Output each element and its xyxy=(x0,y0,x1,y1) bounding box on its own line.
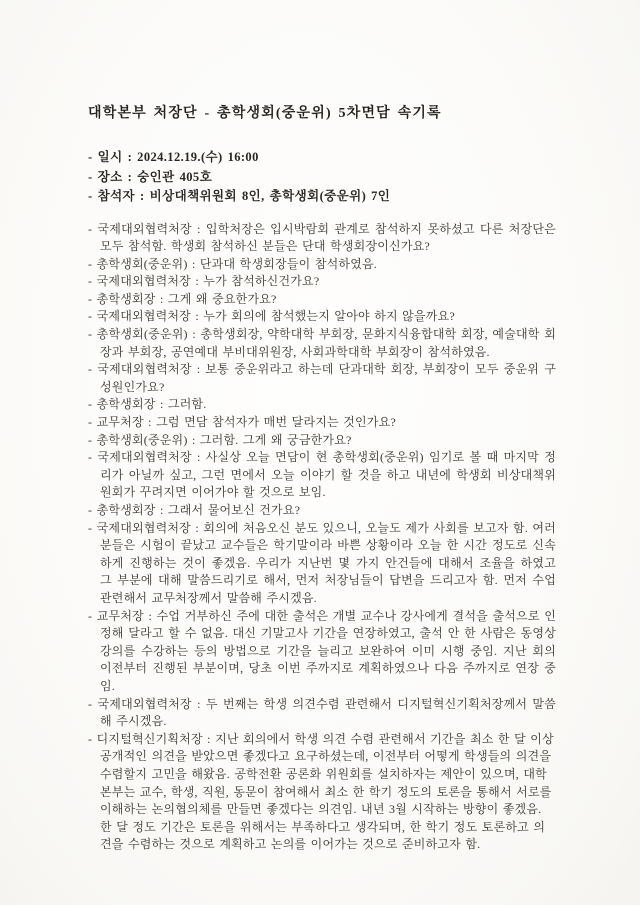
dialogue-text: 지난 회의에서 학생 의견 수렴 관련해서 기간을 최소 한 달 이상 공개적인 의견을 받았으면 좋겠다고 요구하셨는데, 이전부터 어떻게 학생들의 의견을 수렴할지 고민을 해왔음. 공학전환 공론화 위원회를 설치하자는 제안이 있으며, 대학본부는 교수, 학생, 직원, 동문이 참여해서 최소 한 학기 정도의 토론을 통해서 서로를 이해하는 논의협의체를 만들면 좋겠다는 의견임. 내년 3월 시작하는 방향이 좋겠음. 한 달 정도 기간은 토론을 위해서는 부족하다고 생각되며, 한 학기 정도 토론하고 의견을 수렴하는 것으로 계획하고 논의를 이어가는 것으로 준비하고자 함. xyxy=(100,731,554,852)
dialogue-bullet: - xyxy=(88,608,97,623)
dialogue-text: 총학생회장, 약학대학 부회장, 문화지식융합대학 회장, 예술대학 회장과 부회장, 공연예대 부비대위원장, 사회과학대학 부회장이 참석하였음. xyxy=(100,327,556,359)
dialogue-speaker: 국제대외협력처장 xyxy=(97,221,192,236)
dialogue-bullet: - xyxy=(88,432,97,447)
meta-bullet: - xyxy=(88,169,98,184)
dialogue-entry xyxy=(88,502,556,520)
dialogue-text: 두 번째는 학생 의견수렴 관련해서 디지털혁신기획처장께서 말씀해 주시겠음. xyxy=(100,696,556,729)
meta-separator: : xyxy=(135,189,150,203)
dialogue-bullet: - xyxy=(88,256,97,271)
dialogue-bullet: - xyxy=(88,221,98,236)
meta-bullet: - xyxy=(88,189,98,203)
dialogue-entry xyxy=(88,221,556,256)
dialogue-entry xyxy=(88,308,556,326)
meta-value: 숭인관 405호 xyxy=(137,169,213,184)
dialogue-bullet: - xyxy=(88,327,97,342)
meta-value: 비상대책위원회 8인, 총학생회(중운위) 7인 xyxy=(149,189,391,203)
meta-bullet: - xyxy=(88,150,98,164)
dialogue-speaker: 총학생회장 xyxy=(96,291,156,306)
dialogue-speaker: 국제대외협력처장 xyxy=(97,696,192,711)
dialogue-speaker: 교무처장 xyxy=(96,415,144,430)
dialogue-speaker: 총학생회(중운위) xyxy=(96,432,188,447)
dialogue-bullet: - xyxy=(88,503,97,517)
dialogue-speaker: 총학생회장 xyxy=(96,397,156,412)
dialogue-text: 누가 회의에 참석했는지 알아야 하지 않을까요? xyxy=(203,309,455,324)
dialogue-separator: : xyxy=(143,608,157,623)
dialogue-separator: : xyxy=(190,309,204,324)
meta-label: 참석자 xyxy=(97,189,136,203)
dialogue-bullet: - xyxy=(88,415,97,430)
dialogue-entry xyxy=(88,396,556,414)
dialogue-separator: : xyxy=(155,291,168,306)
dialogue-speaker: 국제대외협력처장 xyxy=(97,450,192,465)
dialogue-separator: : xyxy=(190,520,204,535)
dialogue-bullet: - xyxy=(88,362,98,377)
meta-label: 일시 xyxy=(97,150,123,164)
dialogue-separator: : xyxy=(143,415,157,430)
dialogue-bullet: - xyxy=(88,291,97,306)
dialogue-bullet: - xyxy=(88,731,97,746)
dialogue-text: 보통 중운위라고 하는데 단과대학 회장, 부회장이 모두 중운위 구성원인가요? xyxy=(100,362,556,394)
dialogue-separator: : xyxy=(187,256,200,271)
dialogue-speaker: 국제대외협력처장 xyxy=(96,274,191,289)
dialogue-separator: : xyxy=(187,432,200,447)
meta-list xyxy=(88,148,556,207)
dialogue-entry xyxy=(88,696,556,731)
dialogue-separator: : xyxy=(191,362,206,377)
dialogue-bullet: - xyxy=(88,274,97,289)
dialogue-text: 그러함. 그게 왜 궁금한가요? xyxy=(199,432,352,447)
dialogue-list xyxy=(88,221,556,854)
dialogue-speaker: 교무처장 xyxy=(96,608,144,623)
dialogue-bullet: - xyxy=(88,309,97,324)
dialogue-entry xyxy=(88,273,556,291)
meta-item xyxy=(88,187,556,207)
document-title: 대학본부 처장단 - 총학생회(중운위) 5차면담 속기록 xyxy=(88,106,442,121)
dialogue-entry xyxy=(88,361,556,396)
meta-item xyxy=(88,148,556,168)
dialogue-entry xyxy=(88,256,556,274)
dialogue-separator: : xyxy=(191,696,206,711)
dialogue-text: 누가 참석하신건가요? xyxy=(203,274,320,289)
dialogue-text: 그럼 면담 참석자가 매번 달라지는 것인가요? xyxy=(156,415,396,430)
dialogue-bullet: - xyxy=(88,397,97,412)
dialogue-entry xyxy=(88,326,556,361)
dialogue-separator: : xyxy=(190,274,204,289)
dialogue-entry xyxy=(88,291,556,309)
dialogue-text: 그래서 물어보신 건가요? xyxy=(167,503,301,517)
dialogue-speaker: 디지털혁신기획처장 xyxy=(96,731,203,746)
dialogue-entry xyxy=(88,414,556,432)
dialogue-speaker: 국제대외협력처장 xyxy=(96,520,191,535)
dialogue-text: 수업 거부하신 주에 대한 출석은 개별 교수나 강사에게 결석을 출석으로 인정해 달라고 할 수 없음. 대신 기말고사 기간을 연장하였고, 출석 안 한 사람은 동영상 강의를 수강하는 등의 방법으로 기간을 늘리고 보완하여 이미 시행 중임. 지난 회의 이전부터 진행된 부분이며, 당초 이번 주까지로 계획하였으나 다음 주까지로 연장 중임. xyxy=(100,608,556,693)
dialogue-speaker: 총학생회(중운위) xyxy=(96,327,188,342)
dialogue-entry xyxy=(88,432,556,450)
dialogue-entry xyxy=(88,449,556,502)
dialogue-text: 단과대 학생회장들이 참석하였음. xyxy=(199,256,377,271)
dialogue-separator: : xyxy=(155,397,168,412)
dialogue-separator: : xyxy=(187,327,201,342)
meta-label: 장소 xyxy=(97,169,123,184)
meta-value: 2024.12.19.(수) 16:00 xyxy=(137,150,259,164)
dialogue-bullet: - xyxy=(88,520,97,535)
meta-item xyxy=(88,168,556,188)
meta-separator: : xyxy=(122,169,138,184)
dialogue-text: 입학처장은 입시박람회 관계로 참석하지 못하셨고 다른 처장단은 모두 참석함. 학생회 참석하신 분들은 단대 학생회장이신가요? xyxy=(100,221,556,254)
dialogue-speaker: 총학생회(중운위) xyxy=(96,256,188,271)
dialogue-speaker: 총학생회장 xyxy=(96,503,156,517)
meta-separator: : xyxy=(122,150,138,164)
dialogue-separator: : xyxy=(155,503,168,517)
dialogue-entry xyxy=(88,608,556,696)
dialogue-text: 그러함. xyxy=(167,397,207,412)
dialogue-separator: : xyxy=(202,731,216,746)
dialogue-bullet: - xyxy=(88,450,98,465)
dialogue-separator: : xyxy=(191,221,206,236)
dialogue-text: 사실상 오늘 면담이 현 총학생회(중운위) 임기로 볼 때 마지막 정리가 아닐까 싶고, 그런 면에서 오늘 이야기 할 것을 하고 내년에 학생회 비상대책위원회가 꾸려지면 이어가야 할 것으로 보임. xyxy=(100,450,556,500)
dialogue-bullet: - xyxy=(88,696,98,711)
dialogue-speaker: 국제대외협력처장 xyxy=(97,362,192,377)
dialogue-separator: : xyxy=(191,450,206,465)
dialogue-entry xyxy=(88,731,556,854)
dialogue-text: 회의에 처음오신 분도 있으니, 오늘도 제가 사회를 보고자 함. 여러분들은 시험이 끝났고 교수들은 학기말이라 바쁜 상황이라 오늘 한 시간 정도로 신속하게 진행하는 것이 좋겠음. 우리가 지난번 몇 가지 안건들에 대해서 조율을 하였고 그 부분에 대해 말씀드리기로 해서, 먼저 처장님들이 답변을 드리고자 함. 먼저 수업 관련해서 교무처장께서 말씀해 주시겠음. xyxy=(100,520,556,605)
dialogue-entry xyxy=(88,520,556,608)
dialogue-text: 그게 왜 중요한가요? xyxy=(167,291,277,306)
dialogue-speaker: 국제대외협력처장 xyxy=(96,309,191,324)
